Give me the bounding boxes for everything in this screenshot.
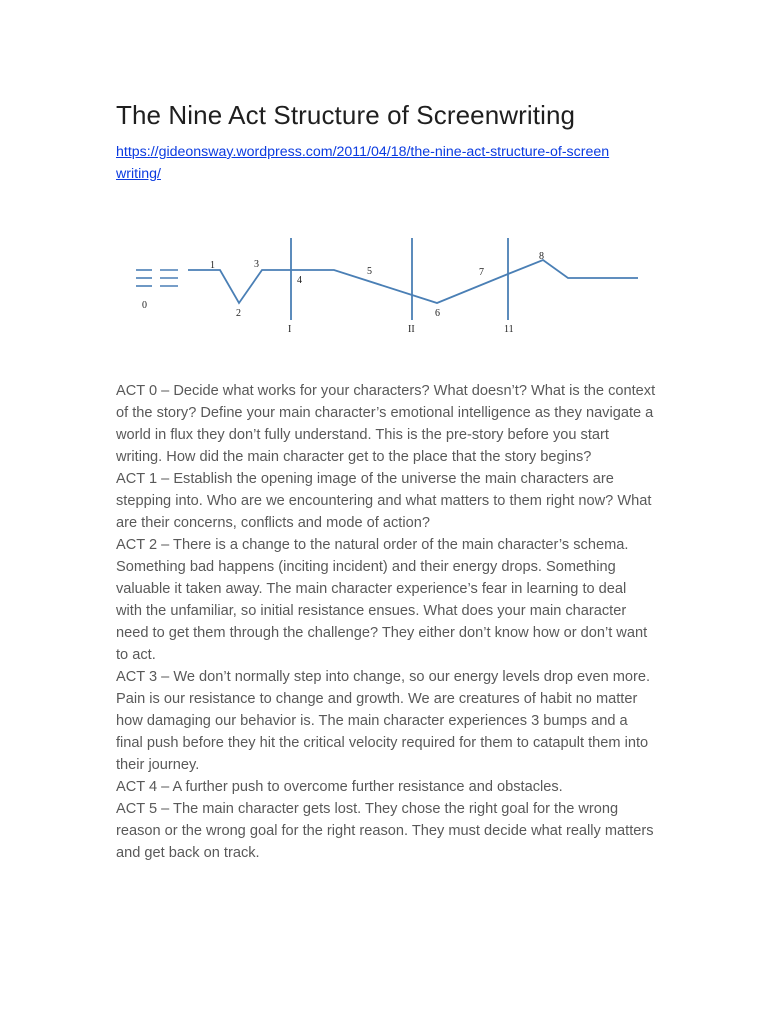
act-dividers [291, 238, 508, 320]
point-label-4: 4 [297, 275, 302, 286]
paragraph-act-0: ACT 0 – Decide what works for your characters? What doesn’t? What is the context of the story? Define your main character’s emotional intelligence as they navigate a world in flux they don’t fully understand. This is the pre-story before you start writing. How did the main character get to the place that the story begins? [116, 383, 656, 465]
paragraph-act-3: ACT 3 – We don’t normally step into change, so our energy levels drop even more. Pain is our resistance to change and growth. We are creatures of habit no matter how damaging our behavior is. The main character experiences 3 bumps and a final push before they hit the critical velocity required for them to catapult them into their journey. [116, 669, 651, 773]
paragraph-act-4: ACT 4 – A further push to overcome further resistance and obstacles. [116, 779, 563, 795]
point-label-0: 0 [142, 300, 147, 311]
point-label-1: 1 [210, 260, 215, 271]
point-label-5: 5 [367, 266, 372, 277]
source-link[interactable]: https://gideonsway.wordpress.com/2011/04/18/the-nine-act-structure-of-screenwriting/ [116, 144, 610, 182]
paragraph-act-1: ACT 1 – Establish the opening image of the universe the main characters are stepping into. Who are we encountering and what matters to them right now? What are their concerns, conflicts and mode of action? [116, 471, 652, 531]
point-label-6: 6 [435, 308, 440, 319]
divider-label-2: II [408, 324, 415, 335]
point-label-7: 7 [479, 267, 484, 278]
point-label-3: 3 [254, 259, 259, 270]
act-zero-marker [136, 270, 178, 286]
nine-act-structure-diagram [130, 228, 650, 363]
divider-label-1: I [288, 324, 292, 335]
point-label-8: 8 [539, 251, 544, 262]
paragraph-act-2: ACT 2 – There is a change to the natural order of the main character’s schema. Something bad happens (inciting incident) and their energy drops. Something valuable it taken away. The main character experience’s fear in learning to deal with the unfamiliar, so initial resistance ensues. What does your main character need to get them through the challenge? They either don’t know how or don’t want to act. [116, 537, 648, 663]
document-title: The Nine Act Structure of Screenwriting [116, 100, 576, 130]
point-label-2: 2 [236, 308, 241, 319]
body-text [116, 380, 656, 864]
divider-label-3: 11 [504, 324, 514, 335]
paragraph-act-5: ACT 5 – The main character gets lost. They chose the right goal for the wrong reason or the wrong goal for the right reason. They must decide what really matters and get back on track. [116, 801, 654, 861]
